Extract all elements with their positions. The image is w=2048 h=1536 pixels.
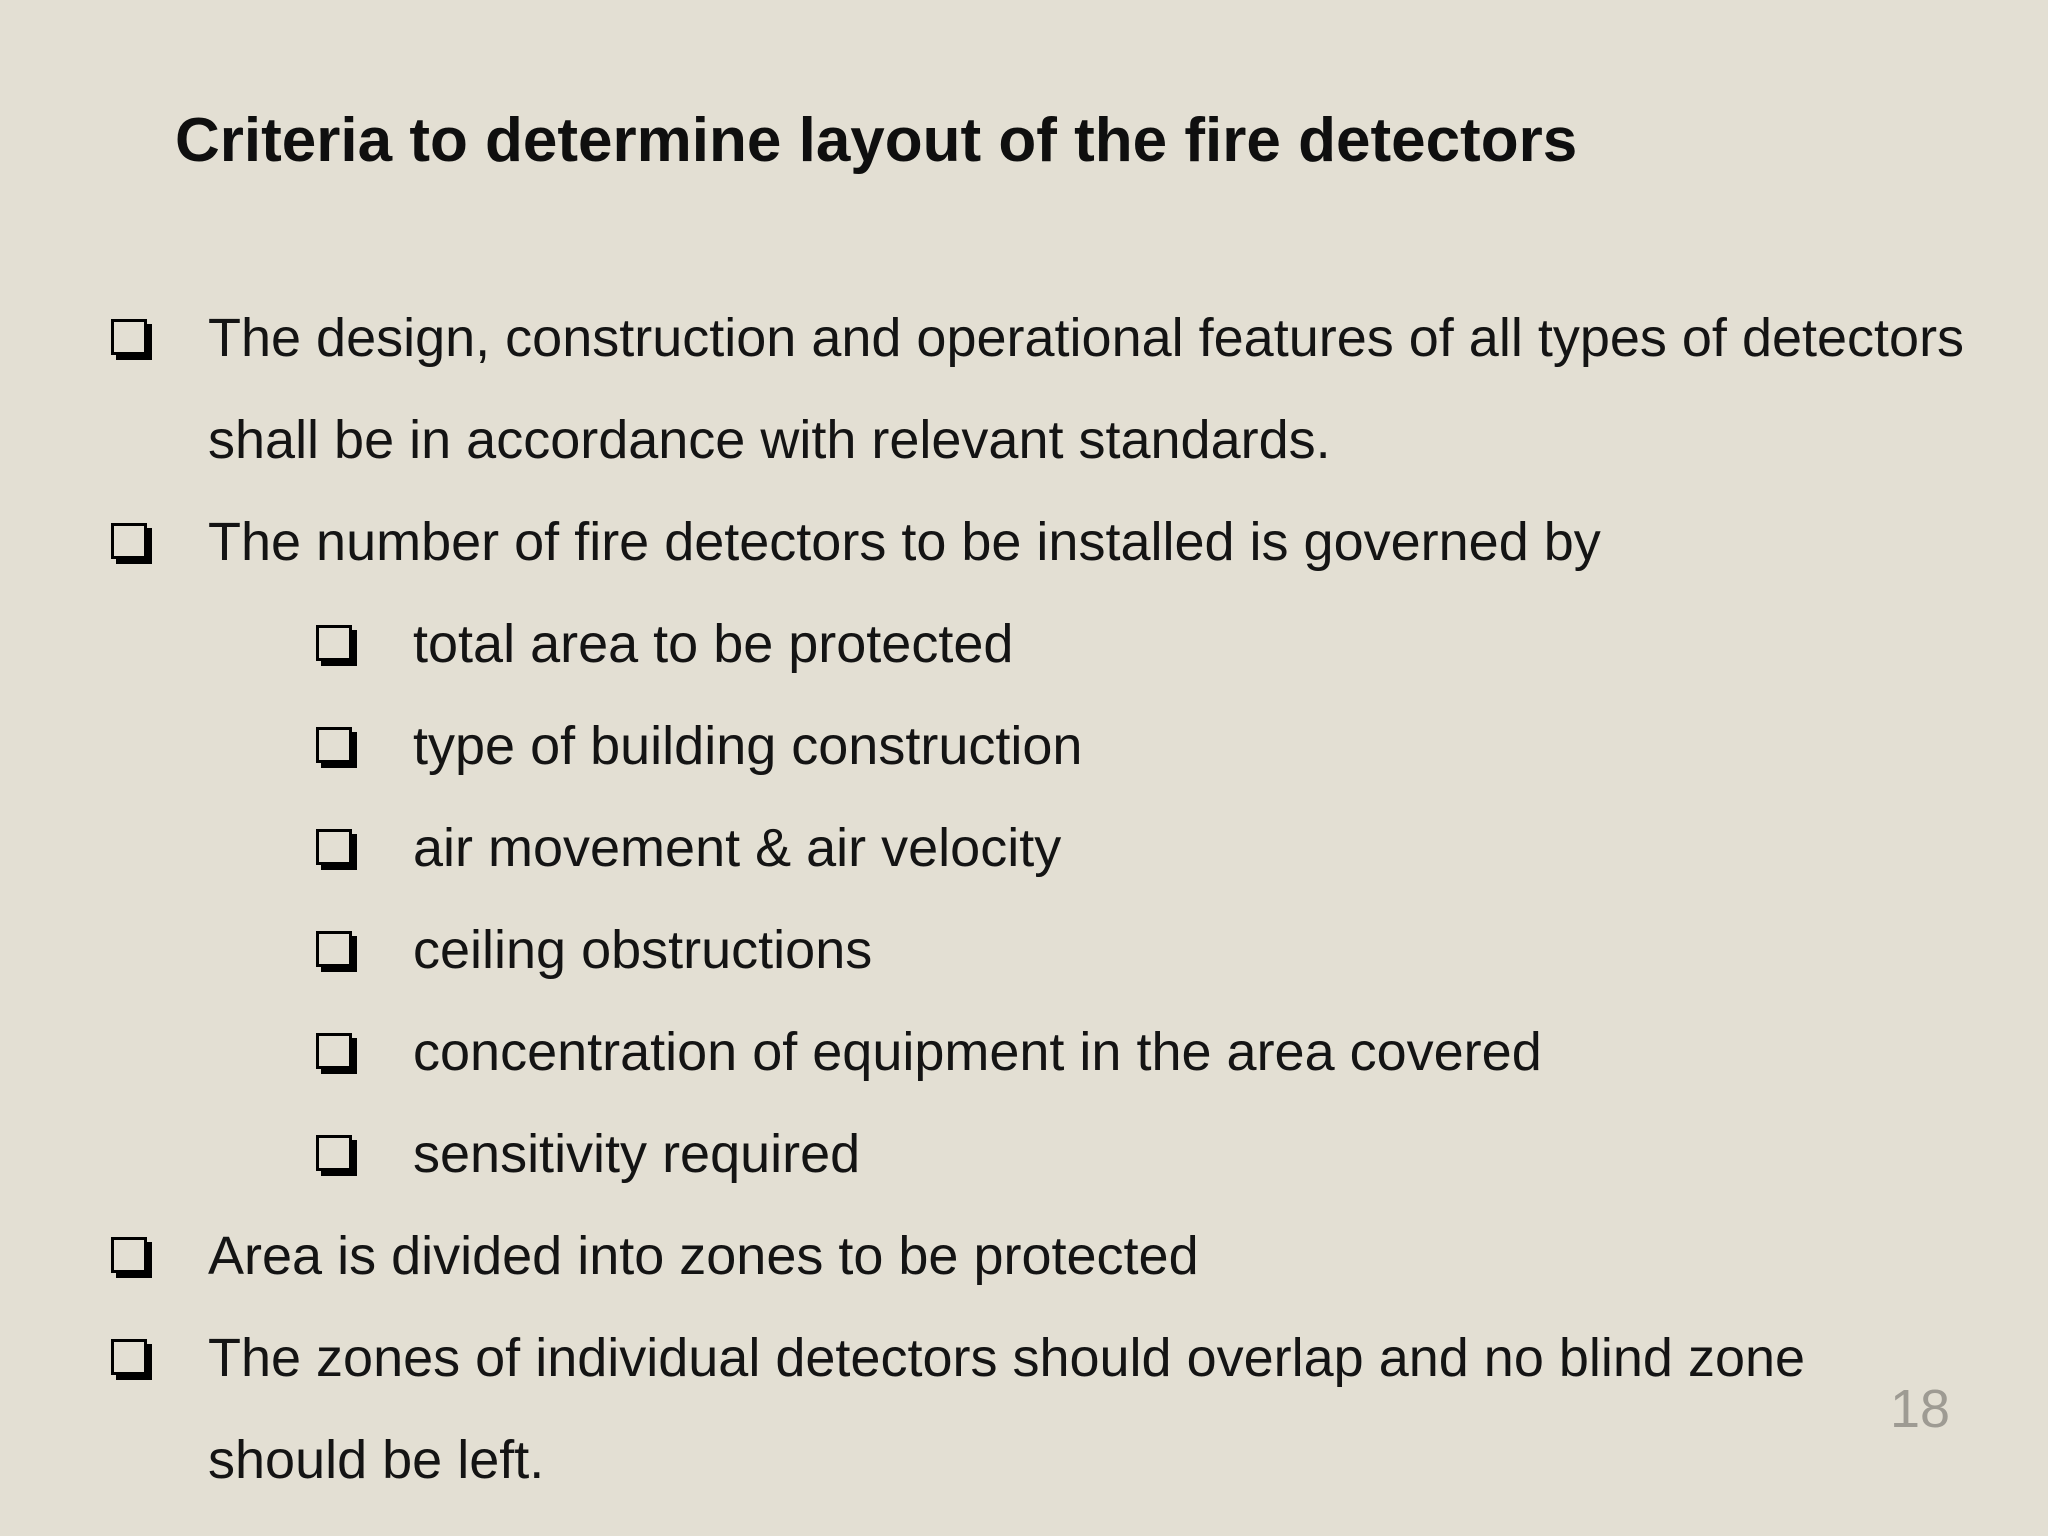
square-bullet-icon: [111, 319, 147, 355]
sub-bullet-text: total area to be protected: [413, 614, 1014, 674]
bullet-text: The zones of individual detectors should overlap and no blind zone should be left.: [208, 1328, 1806, 1490]
sub-bullet-text: sensitivity required: [413, 1124, 861, 1184]
sub-bullet-item-ceiling-obstructions: [413, 899, 1913, 1001]
bullet-item-number-of-detectors: [208, 491, 1968, 593]
sub-bullet-item-total-area: [413, 593, 1913, 695]
bullet-text: The design, construction and operational features of all types of detectors shall be in accordance with relevant standards.: [208, 308, 1965, 470]
square-bullet-icon: [111, 1339, 147, 1375]
sub-bullet-item-air-movement: [413, 797, 1913, 899]
square-bullet-icon: [316, 727, 352, 763]
square-bullet-icon: [316, 1135, 352, 1171]
sub-bullet-item-sensitivity: [413, 1103, 1913, 1205]
square-bullet-icon: [111, 1237, 147, 1273]
bullet-item-design-standards: [208, 287, 1968, 491]
square-bullet-icon: [316, 931, 352, 967]
bullet-text: Area is divided into zones to be protected: [208, 1226, 1199, 1286]
sub-bullet-text: air movement & air velocity: [413, 818, 1062, 878]
bullet-text: The number of fire detectors to be installed is governed by: [208, 512, 1601, 572]
sub-bullet-text: ceiling obstructions: [413, 920, 873, 980]
page-number: 18: [1890, 1379, 1951, 1439]
square-bullet-icon: [111, 523, 147, 559]
sub-bullet-item-equipment-concentration: [413, 1001, 1913, 1103]
sub-bullet-text: type of building construction: [413, 716, 1083, 776]
square-bullet-icon: [316, 625, 352, 661]
bullet-item-overlap-zones: [208, 1307, 1968, 1511]
sub-bullet-text: concentration of equipment in the area covered: [413, 1022, 1542, 1082]
square-bullet-icon: [316, 829, 352, 865]
slide-title: Criteria to determine layout of the fire detectors: [175, 106, 1578, 175]
bullet-item-zones: [208, 1205, 1968, 1307]
square-bullet-icon: [316, 1033, 352, 1069]
sub-bullet-item-building-construction: [413, 695, 1913, 797]
